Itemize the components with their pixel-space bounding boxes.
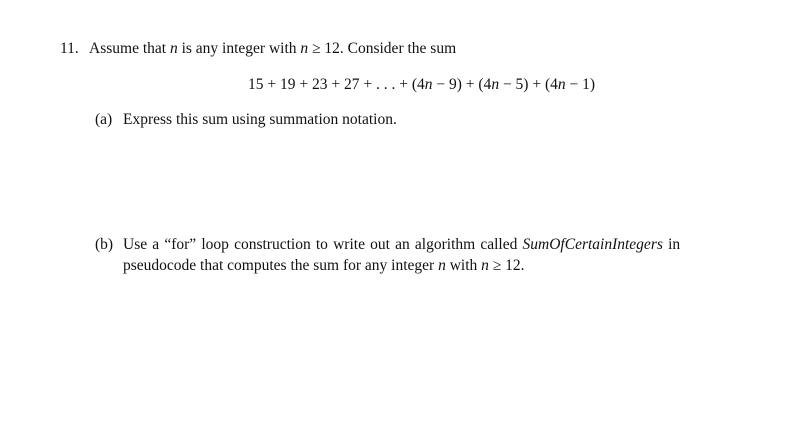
math-variable-n: n: [424, 76, 433, 93]
math-variable-n: n: [491, 76, 500, 93]
math-variable-n: n: [557, 76, 566, 93]
problem-intro-text: ≥ 12. Consider the sum: [308, 40, 457, 57]
problem-statement: [60, 40, 456, 58]
part-b-text: with: [445, 257, 482, 274]
math-variable-n: n: [300, 40, 309, 57]
equation-text: − 5) + (4: [499, 76, 558, 93]
part-a-label: (a): [95, 111, 113, 128]
math-variable-n: n: [169, 40, 178, 57]
equation-text: 15 + 19 + 23 + 27 + . . . + (4: [248, 76, 425, 93]
sum-equation: [248, 76, 595, 94]
part-b: [95, 236, 680, 254]
part-b-label: (b): [95, 236, 114, 253]
equation-text: − 1): [565, 76, 596, 93]
part-b-text: ≥ 12.: [488, 257, 525, 274]
part-b-text: in: [662, 236, 681, 253]
algorithm-name: SumOfCertainIntegers: [522, 236, 663, 253]
part-a-text: Express this sum using summation notation.: [123, 111, 397, 128]
part-b-text: Use a “for” loop construction to write out an algorithm called: [123, 236, 523, 253]
math-variable-n: n: [481, 257, 489, 274]
problem-intro-text: Assume that: [89, 40, 170, 57]
part-b-text: pseudocode that computes the sum for any integer: [123, 257, 439, 274]
math-variable-n: n: [438, 257, 446, 274]
part-a: [95, 111, 397, 129]
problem-number: 11.: [60, 40, 79, 57]
problem-intro-text: is any integer with: [177, 40, 301, 57]
equation-text: − 9) + (4: [432, 76, 492, 93]
part-b-continuation: [123, 257, 525, 275]
